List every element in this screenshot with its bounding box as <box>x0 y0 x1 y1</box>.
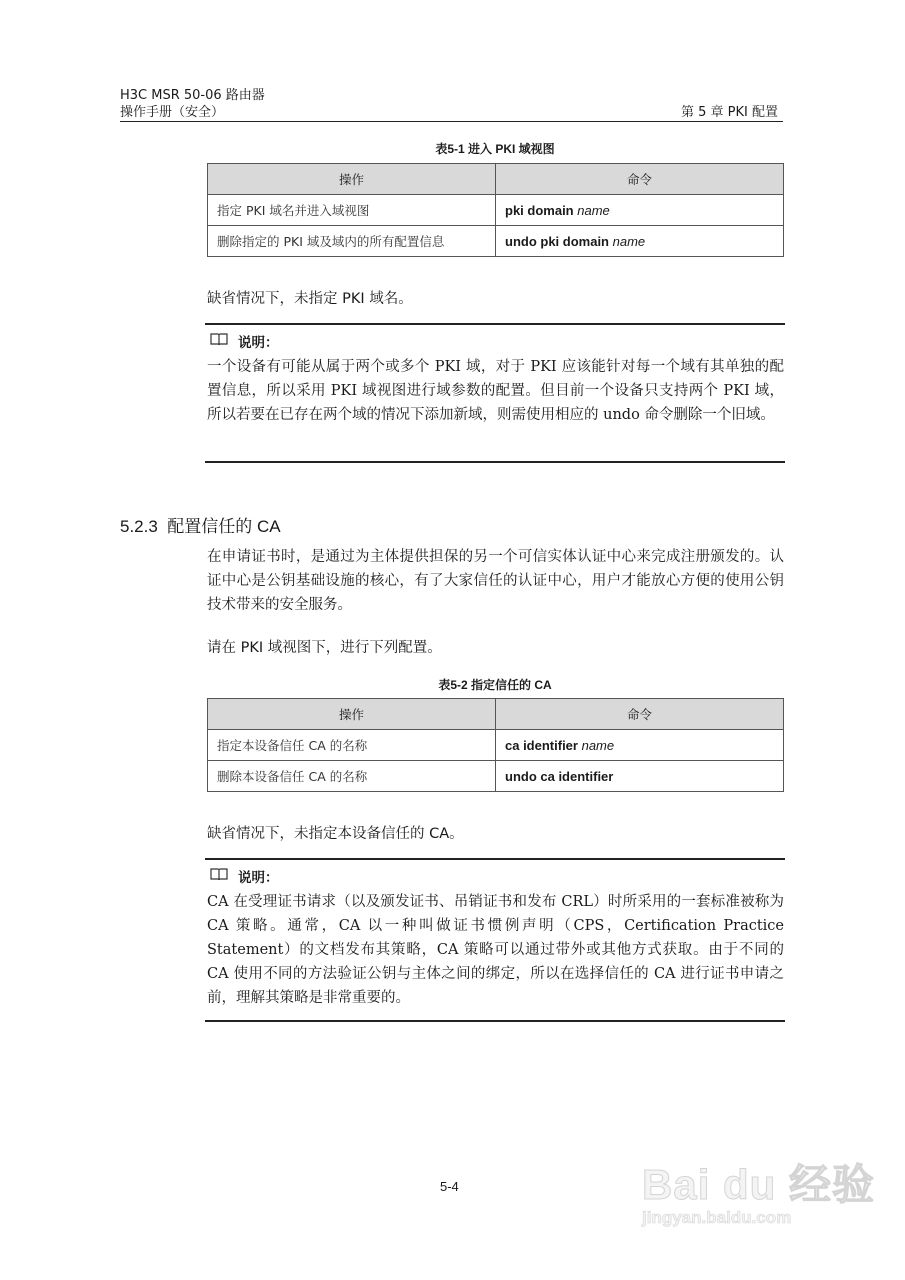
default-text-2: 缺省情况下，未指定本设备信任的 CA。 <box>207 826 464 842</box>
note1-bottom-rule <box>205 461 785 463</box>
command-keyword: ca identifier <box>505 737 578 753</box>
note1-top-rule <box>205 323 785 325</box>
command-argument: name <box>612 233 646 249</box>
operation-cell: 指定本设备信任 CA 的名称 <box>208 730 496 761</box>
page-number: 5-4 <box>440 1179 459 1194</box>
header-product: H3C MSR 50-06 路由器 <box>120 88 265 103</box>
table-row <box>208 226 784 257</box>
instruction-paragraph: 请在 PKI 域视图下，进行下列配置。 <box>207 640 442 656</box>
watermark-brand: Bai du 经验 <box>642 1161 876 1208</box>
note2-title <box>210 866 279 886</box>
command-keyword: pki domain <box>505 202 574 218</box>
header-chapter: 第 5 章 PKI 配置 <box>681 105 778 120</box>
command-cell <box>496 730 784 761</box>
table-row <box>208 761 784 792</box>
table-row <box>208 730 784 761</box>
command-cell <box>496 195 784 226</box>
note2-bottom-rule <box>205 1020 785 1022</box>
table-header-row <box>208 699 784 730</box>
command-argument: name <box>577 202 610 218</box>
operation-cell: 指定 PKI 域名并进入域视图 <box>208 195 496 226</box>
command-argument: name <box>581 737 615 753</box>
header-manual: 操作手册（安全） <box>120 105 225 120</box>
header-rule <box>120 121 783 122</box>
table2-caption: 表5-2 指定信任的 CA <box>438 678 552 692</box>
section-number: 5.2.3 <box>120 517 158 536</box>
note2-body: CA 在受理证书请求（以及颁发证书、吊销证书和发布 CRL）时所采用的一套标准被称为 CA 策略。通常，CA 以一种叫做证书惯例声明（CPS，Certification Practice Statement）的文档发布其策略，CA 策略可以通过带外或其他方式获取。由于不同的 CA 使用不同的方法验证公钥与主体之间的绑定，所以在选择信任的 CA 进行证书申请之前，理解其策略是非常重要的。 <box>207 894 784 1006</box>
note1-title <box>210 331 279 351</box>
table1-caption: 表5-1 进入 PKI 域视图 <box>435 142 555 156</box>
column-header-command: 命令 <box>496 699 784 730</box>
command-cell <box>496 226 784 257</box>
intro-paragraph: 在申请证书时，是通过为主体提供担保的另一个可信实体认证中心来完成注册颁发的。认证中心是公钥基础设施的核心，有了大家信任的认证中心，用户才能放心方便的使用公钥技术带来的安全服务。 <box>207 549 784 613</box>
book-icon <box>210 867 228 885</box>
command-keyword: undo ca identifier <box>505 768 614 784</box>
table-header-row <box>208 164 784 195</box>
watermark-url: jingyan.baidu.com <box>642 1208 792 1227</box>
command-keyword: undo pki domain <box>505 233 609 249</box>
section-title: 配置信任的 CA <box>167 517 281 536</box>
table-row <box>208 195 784 226</box>
column-header-operation: 操作 <box>208 164 496 195</box>
note1-body: 一个设备有可能从属于两个或多个 PKI 域，对于 PKI 应该能针对每一个域有其单独的配置信息，所以采用 PKI 域视图进行域参数的配置。但目前一个设备只支持两个 PKI 域，所以若要在已存在两个域的情况下添加新域，则需使用相应的 undo 命令删除一个旧域。 <box>207 359 784 423</box>
note2-title-text: 说明： <box>238 870 279 886</box>
table1 <box>207 163 784 257</box>
operation-cell: 删除指定的 PKI 域及域内的所有配置信息 <box>208 226 496 257</box>
column-header-command: 命令 <box>496 164 784 195</box>
default-text-1: 缺省情况下，未指定 PKI 域名。 <box>207 291 413 307</box>
book-icon <box>210 332 228 350</box>
note2-top-rule <box>205 858 785 860</box>
section-heading <box>120 512 281 537</box>
operation-cell: 删除本设备信任 CA 的名称 <box>208 761 496 792</box>
command-cell <box>496 761 784 792</box>
column-header-operation: 操作 <box>208 699 496 730</box>
table2 <box>207 698 784 792</box>
baidu-watermark <box>642 1152 875 1228</box>
note1-title-text: 说明： <box>238 335 279 351</box>
